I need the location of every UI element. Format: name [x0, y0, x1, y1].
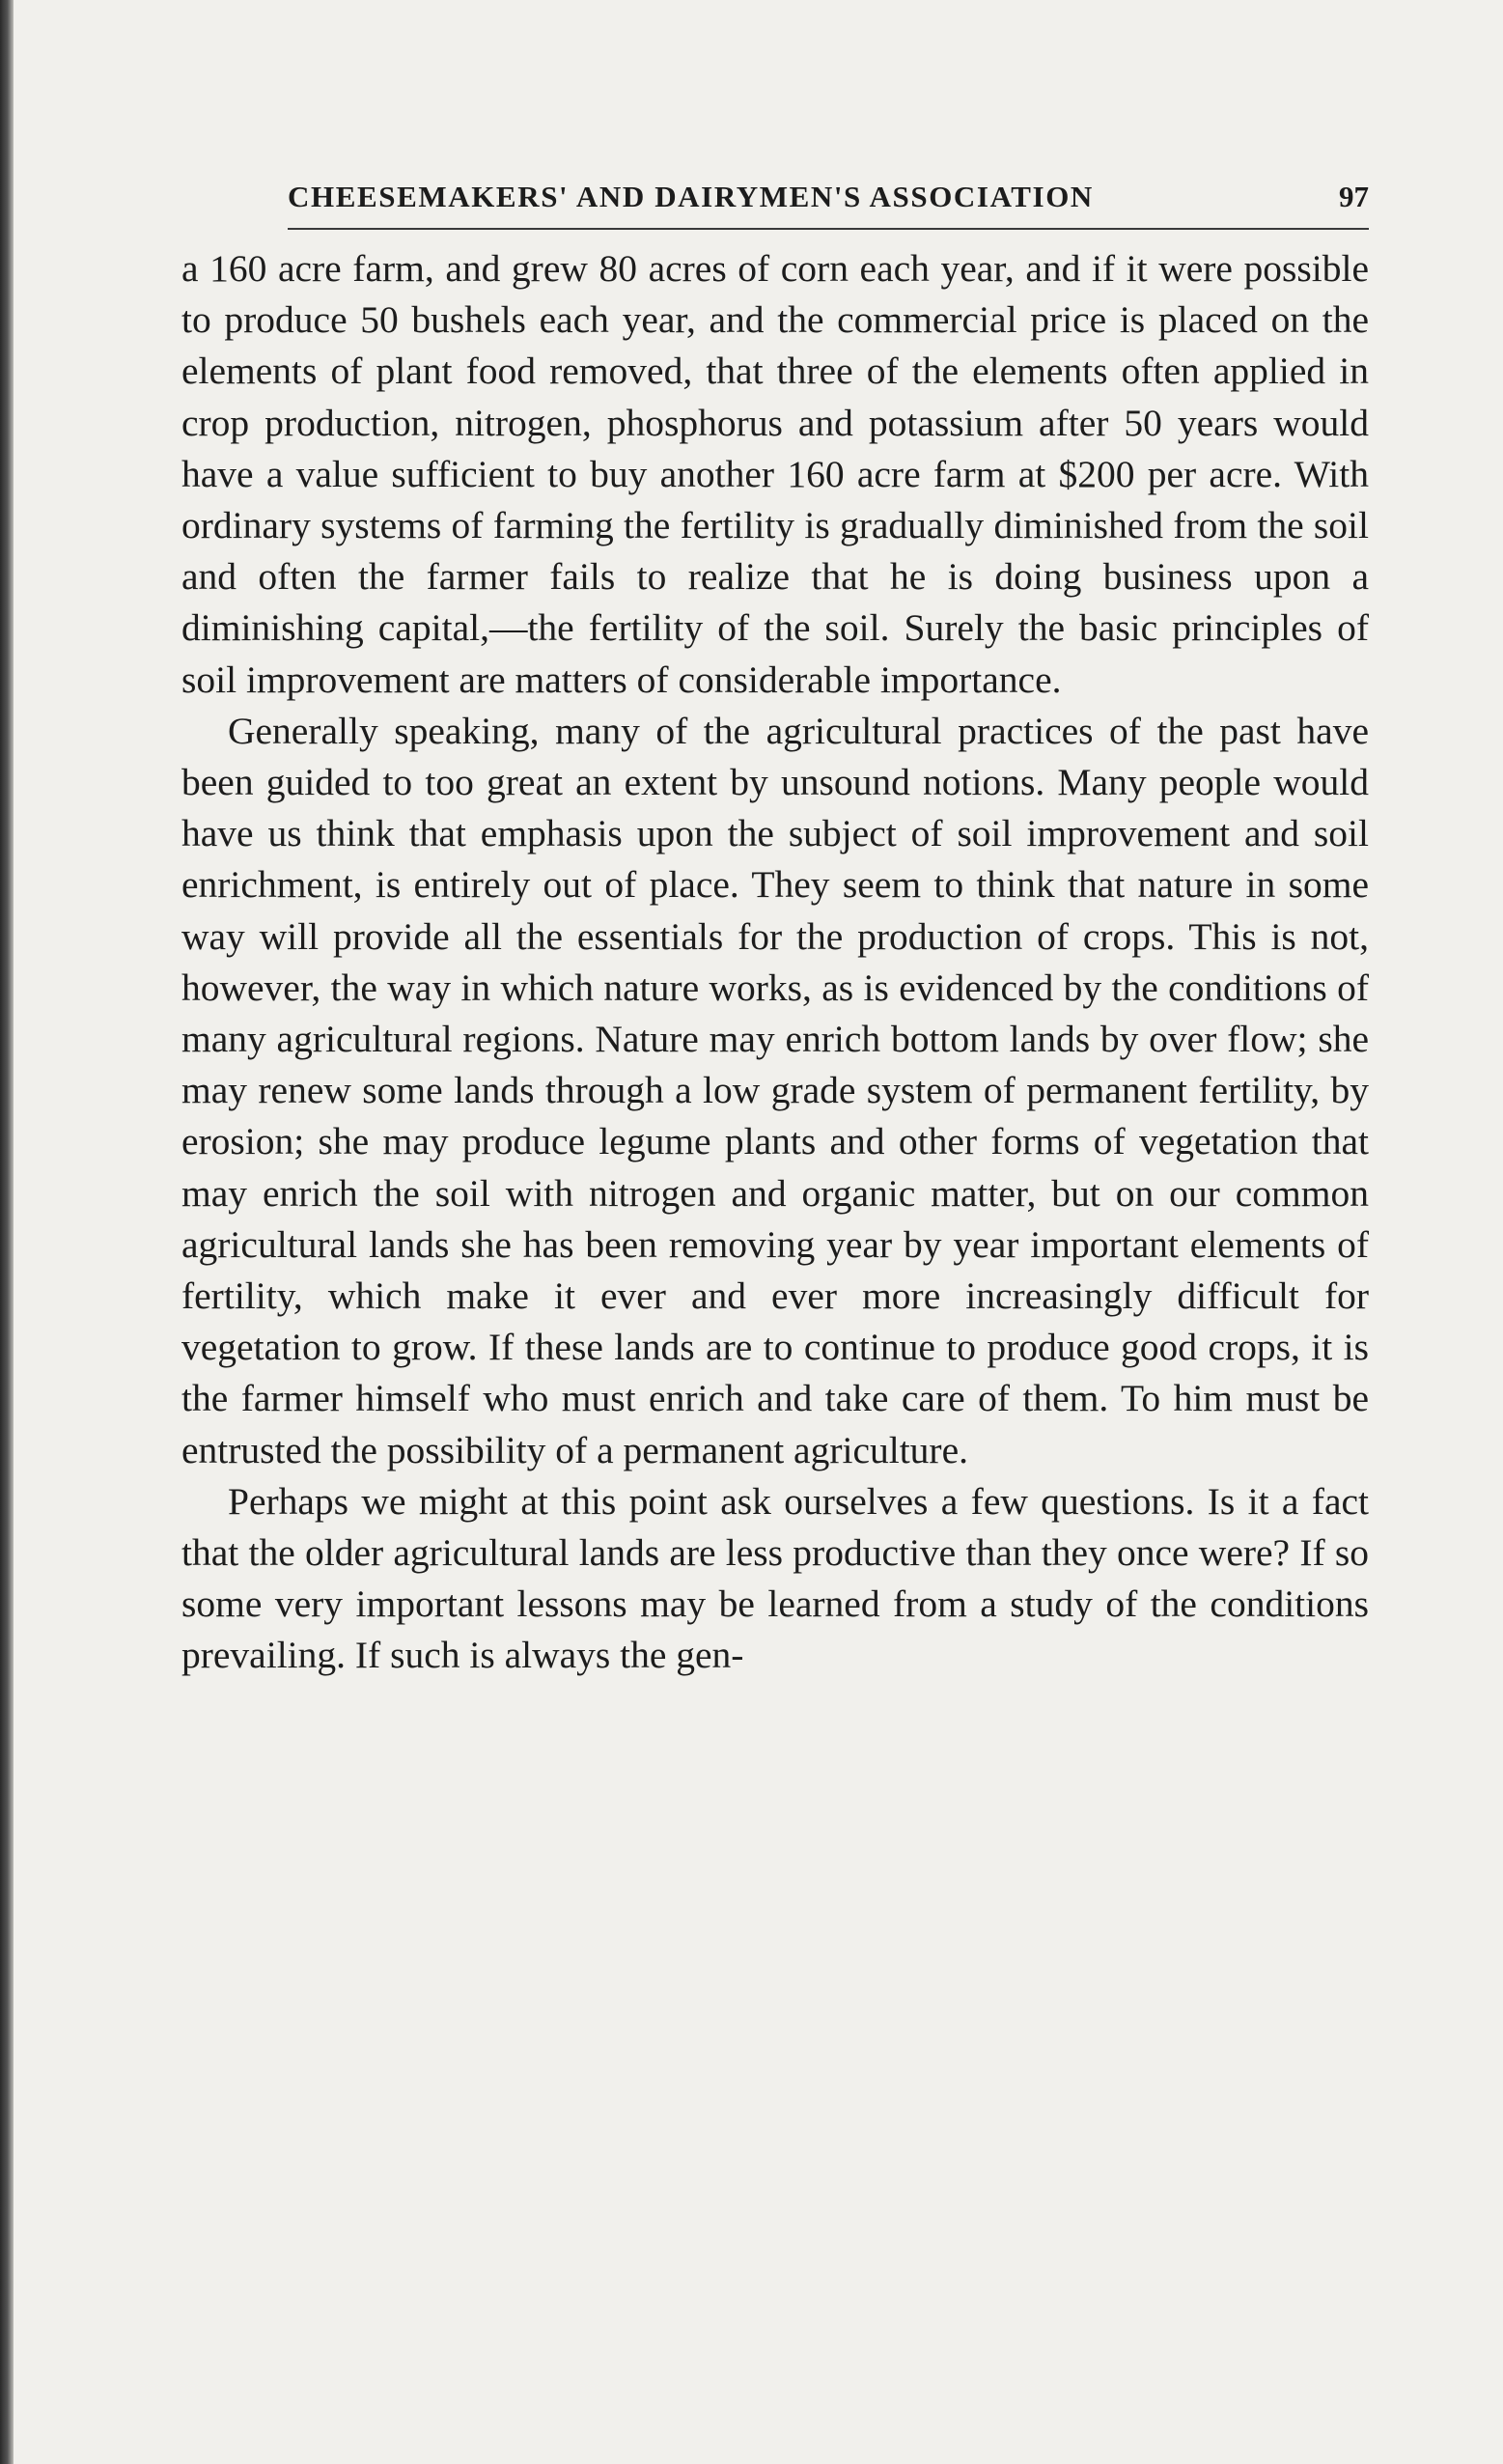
- page-number: 97: [1339, 180, 1369, 213]
- paragraph-1: a 160 acre farm, and grew 80 acres of corn each year, and if it were possible to produce 50 bushels each year, and the commercial price is placed on the elements of plant food removed, that three of the elements often applied in crop production, nitrogen, phosphorus and potassium after 50 years would have a value sufficient to buy another 160 acre farm at $200 per acre. With ordinary systems of farming the fertility is gradually diminished from the soil and often the farmer fails to realize that he is doing business upon a diminishing capital,—the fertility of the soil. Surely the basic principles of soil improvement are matters of considerable importance.: [181, 247, 1369, 701]
- paragraph-3: Perhaps we might at this point ask ourselves a few questions. Is it a fact that the older agricultural lands are less productive than they once were? If so some very important lessons may be learned from a study of the conditions prevailing. If such is always the gen-: [181, 1479, 1369, 1677]
- book-page: [181, 170, 1369, 2333]
- book-spine-edge: [0, 0, 14, 2464]
- body-text: [181, 243, 1369, 1682]
- paragraph-2: Generally speaking, many of the agricultural practices of the past have been guided to too great an extent by unsound notions. Many people would have us think that emphasis upon the subject of soil improvement and soil enrichment, is entirely out of place. They seem to think that nature in some way will provide all the essentials for the production of crops. This is not, however, the way in which nature works, as is evidenced by the conditions of many agricultural regions. Nature may enrich bottom lands by over flow; she may renew some lands through a low grade system of permanent fertility, by erosion; she may produce legume plants and other forms of vegetation that may enrich the soil with nitrogen and organic matter, but on our common agricultural lands she has been removing year by year important elements of fertility, which make it ever and ever more increasingly difficult for vegetation to grow. If these lands are to continue to produce good crops, it is the farmer himself who must enrich and take care of them. To him must be entrusted the possibility of a permanent agriculture.: [181, 709, 1369, 1471]
- running-title: CHEESEMAKERS' AND DAIRYMEN'S ASSOCIATION: [288, 180, 1094, 213]
- running-header: [288, 170, 1369, 230]
